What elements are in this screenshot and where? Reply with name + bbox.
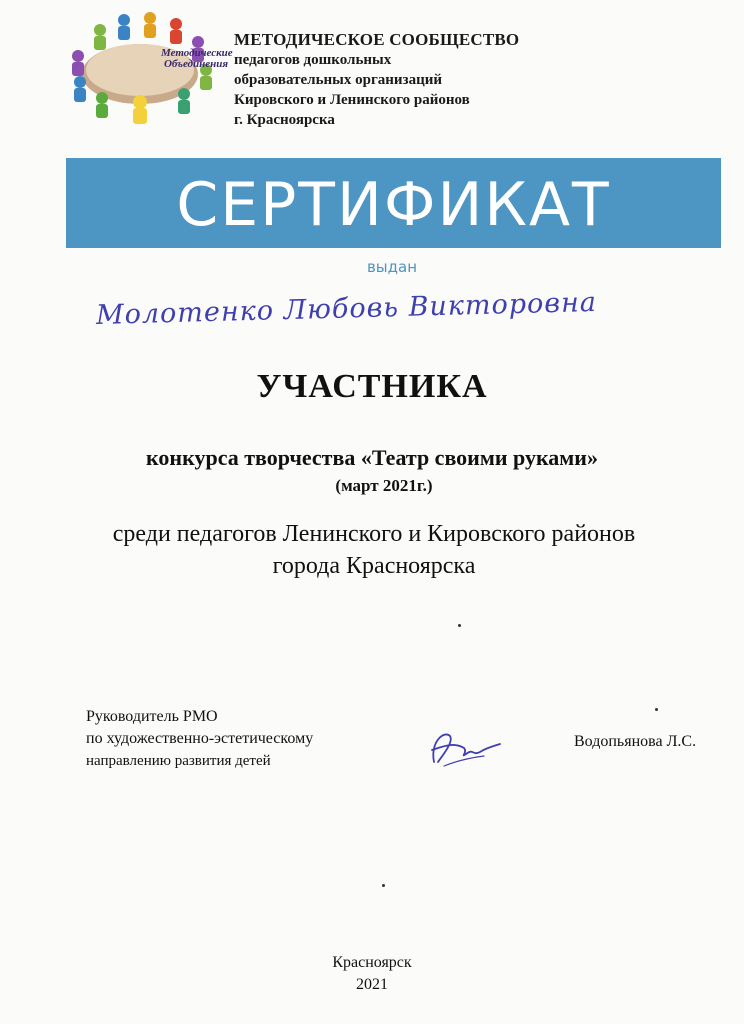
organization-header	[234, 30, 564, 130]
handwritten-signature	[424, 722, 504, 772]
scan-speck	[382, 884, 385, 887]
certificate-banner	[66, 158, 721, 248]
audience-line: города Красноярска	[272, 553, 476, 579]
signatory-name: Водопьянова Л.С.	[574, 733, 697, 750]
position-line: Руководитель РМО	[86, 708, 218, 725]
contest-date: (март 2021г.)	[335, 476, 433, 495]
logo-caption: Методические Объединения	[161, 47, 233, 70]
methodical-association-logo	[58, 8, 233, 130]
signatory-position	[86, 706, 313, 772]
organization-line: г. Красноярска	[234, 112, 335, 128]
recipient-name: Молотенко Любовь Викторовна	[95, 286, 598, 331]
audience-description	[0, 518, 744, 582]
recipient-role: УЧАСТНИКА	[256, 368, 488, 405]
footer-year: 2021	[356, 976, 388, 993]
organization-line: педагогов дошкольных	[234, 52, 392, 68]
position-line: по художественно-эстетическому	[86, 730, 314, 747]
contest-title: конкурса творчества «Театр своими руками»	[146, 445, 598, 470]
footer-city: Красноярск	[332, 954, 412, 971]
organization-line: образовательных организаций	[234, 72, 442, 88]
organization-title: МЕТОДИЧЕСКОЕ СООБЩЕСТВО	[234, 30, 520, 49]
certificate-heading: СЕРТИФИКАТ	[176, 170, 611, 240]
scan-speck	[458, 624, 461, 627]
scan-speck	[655, 708, 658, 711]
audience-line: среди педагогов Ленинского и Кировского районов	[112, 521, 636, 547]
issue-place-and-year	[0, 952, 744, 996]
organization-line: Кировского и Ленинского районов	[234, 92, 470, 108]
issued-label: выдан	[366, 258, 418, 276]
position-line: направлению развития детей	[86, 753, 271, 769]
